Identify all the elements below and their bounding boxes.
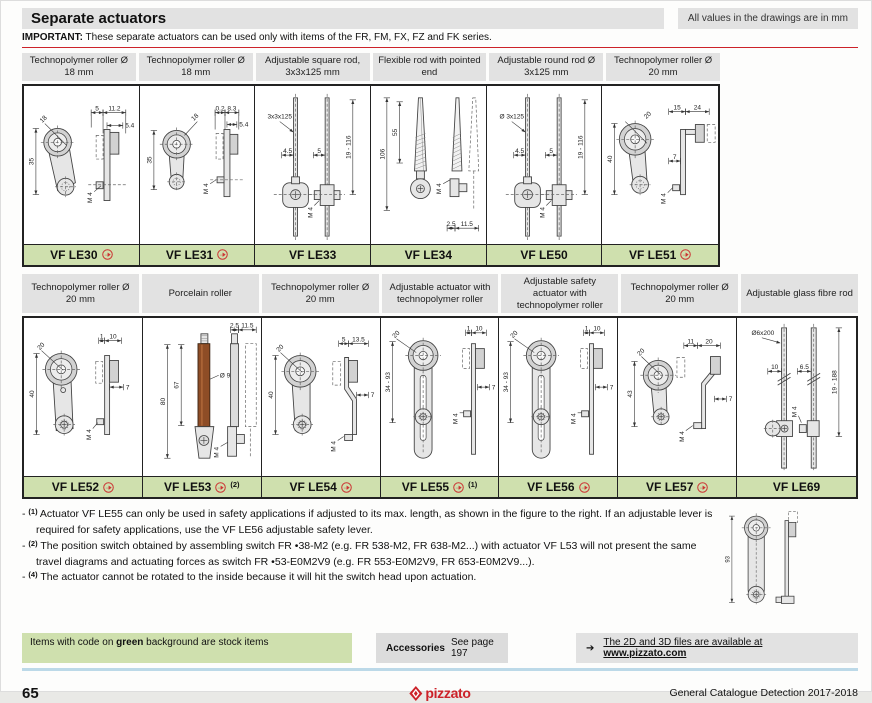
actuator-cell-vf-le69 [737, 318, 856, 497]
actuator-cell-vf-le31 [140, 86, 256, 265]
svg-text:4.5: 4.5 [283, 147, 293, 155]
units-note: All values in the drawings are in mm [678, 8, 858, 29]
product-code: VF LE51 [628, 247, 677, 262]
footnote-text: The actuator cannot be rotated to the inside because it will hit the switch head upon actuation. [37, 571, 477, 584]
svg-text:20: 20 [275, 343, 286, 354]
svg-text:7: 7 [370, 392, 375, 400]
cad-file-link-icon[interactable] [453, 482, 464, 493]
svg-text:1: 1 [99, 333, 104, 341]
technical-drawing [262, 318, 380, 476]
footnotes-section [22, 507, 858, 627]
footnote-ref: (1) [468, 479, 478, 489]
technical-drawing [24, 318, 142, 476]
svg-text:20: 20 [643, 110, 654, 121]
svg-text:10: 10 [771, 364, 779, 372]
svg-text:M 4: M 4 [307, 206, 315, 218]
svg-text:40: 40 [267, 391, 275, 400]
svg-text:M 4: M 4 [679, 431, 687, 443]
column-header-vf-le31: Technopolymer roller Ø 18 mm [139, 53, 253, 81]
column-header-vf-le56: Adjustable safety actuator with technopolymer roller [501, 274, 618, 314]
svg-text:7: 7 [125, 384, 130, 392]
product-code: VF LE31 [165, 247, 214, 262]
svg-text:10: 10 [593, 326, 601, 334]
le55-max-length-figure [722, 501, 830, 623]
svg-text:10: 10 [474, 326, 483, 334]
product-code-label [381, 476, 499, 497]
page-footer [22, 683, 858, 703]
product-code-label [737, 476, 856, 497]
svg-text:7: 7 [610, 384, 614, 392]
footnote-dash: - [22, 539, 29, 552]
svg-text:19 - 116: 19 - 116 [577, 135, 585, 159]
actuator-cell-vf-le52 [24, 318, 143, 497]
product-code-label [143, 476, 261, 497]
svg-text:8.3: 8.3 [227, 105, 237, 113]
cad-files-text: The 2D and 3D files are available at [603, 637, 763, 649]
technical-drawing [143, 318, 261, 476]
technical-drawing [602, 86, 718, 244]
bottom-info-row [22, 633, 858, 663]
page-title: Separate actuators [22, 8, 664, 29]
technical-drawing [618, 318, 736, 476]
actuator-cell-vf-le54 [262, 318, 381, 497]
product-code-label [24, 476, 142, 497]
stock-note-text: Items with code on [30, 637, 117, 649]
svg-text:M 4: M 4 [571, 413, 579, 425]
product-code-label [499, 476, 617, 497]
svg-text:11.5: 11.5 [460, 220, 473, 228]
svg-text:1: 1 [585, 326, 589, 334]
row2-column-headers [22, 274, 858, 314]
svg-text:43: 43 [627, 390, 635, 399]
column-header-vf-le51: Technopolymer roller Ø 20 mm [606, 53, 720, 81]
column-header-vf-le55: Adjustable actuator with technopolymer roller [382, 274, 499, 314]
svg-text:67: 67 [173, 381, 181, 390]
svg-text:M 4: M 4 [330, 441, 338, 453]
footnote-text: The position switch obtained by assembling switch FR •38-M2 (e.g. FR 538-M2, FR 638-M2...) with actuator VF L53 will not present the same travel diagrams and actuating forces as switch FR •53-E0M2V9 (e.g. FR 553-E0M2V9, FR 653-E0M2V9...). [36, 539, 697, 568]
svg-text:18: 18 [189, 112, 200, 123]
svg-text:15: 15 [673, 104, 682, 112]
svg-text:11.2: 11.2 [108, 105, 121, 113]
actuator-cell-vf-le56 [499, 318, 618, 497]
cad-files-note [576, 633, 858, 663]
pizzato-logo [409, 685, 470, 701]
svg-text:Ø6x200: Ø6x200 [751, 330, 775, 338]
cad-file-link-icon[interactable] [680, 249, 691, 260]
technical-drawing [487, 86, 602, 244]
svg-text:2.5: 2.5 [229, 323, 239, 331]
catalogue-edition: General Catalogue Detection 2017-2018 [669, 687, 858, 700]
svg-text:5: 5 [341, 336, 346, 344]
technical-drawing [499, 318, 617, 476]
svg-text:7: 7 [491, 384, 495, 392]
svg-text:M 4: M 4 [213, 447, 221, 459]
footnote [22, 570, 724, 586]
svg-text:10: 10 [109, 333, 117, 341]
svg-text:M 4: M 4 [85, 429, 93, 441]
actuator-cell-vf-le30 [24, 86, 140, 265]
svg-text:4.5: 4.5 [514, 147, 524, 155]
svg-text:6.5: 6.5 [799, 364, 809, 372]
product-code: VF LE54 [289, 480, 337, 495]
svg-text:11: 11 [687, 338, 695, 346]
svg-text:M 4: M 4 [202, 183, 210, 194]
actuator-cell-vf-le34 [371, 86, 487, 265]
svg-text:M 4: M 4 [661, 192, 669, 204]
footnote-marker: (4) [28, 570, 38, 580]
product-code: VF LE55 [401, 480, 450, 495]
stock-note-text2: background are stock items [143, 637, 269, 649]
footnotes [22, 507, 724, 586]
product-code-label [140, 244, 255, 265]
svg-text:19 - 116: 19 - 116 [345, 135, 353, 159]
svg-text:40: 40 [29, 390, 37, 399]
svg-text:M 4: M 4 [791, 406, 799, 418]
actuator-cell-vf-le57 [618, 318, 737, 497]
important-label: IMPORTANT: [22, 32, 83, 43]
svg-text:55: 55 [392, 128, 400, 136]
svg-text:35: 35 [28, 157, 36, 165]
page-number: 65 [22, 684, 39, 702]
footnote-dash: - [22, 571, 29, 584]
svg-text:20: 20 [705, 338, 713, 346]
svg-text:24: 24 [694, 104, 702, 112]
important-note [22, 32, 858, 48]
svg-text:13.5: 13.5 [351, 336, 365, 344]
svg-text:5.4: 5.4 [125, 122, 135, 130]
pizzato-url[interactable]: www.pizzato.com [603, 648, 687, 660]
cad-file-link-icon[interactable] [579, 482, 590, 493]
row2-actuator-table [22, 316, 858, 499]
actuator-cell-vf-le51 [602, 86, 718, 265]
footnote [22, 539, 724, 571]
svg-text:5: 5 [549, 147, 553, 155]
row1-column-headers [22, 53, 720, 81]
actuator-cell-vf-le50 [487, 86, 603, 265]
product-code-label [255, 244, 370, 265]
footer-divider [22, 668, 858, 671]
title-row [22, 8, 858, 29]
svg-text:20: 20 [509, 330, 520, 341]
svg-text:Ø 9: Ø 9 [219, 372, 231, 380]
technical-drawing [371, 86, 486, 244]
product-code: VF LE33 [288, 247, 337, 262]
technical-drawing [140, 86, 255, 244]
column-header-vf-le52: Technopolymer roller Ø 20 mm [22, 274, 139, 314]
product-code: VF LE53 [164, 480, 212, 495]
footnote-ref: (2) [230, 479, 240, 489]
column-header-vf-le54: Technopolymer roller Ø 20 mm [262, 274, 379, 314]
product-code-label [487, 244, 602, 265]
column-header-vf-le33: Adjustable square rod, 3x3x125 mm [256, 53, 370, 81]
svg-text:20: 20 [36, 341, 47, 352]
svg-text:34 - 93: 34 - 93 [503, 372, 511, 393]
product-code: VF LE57 [646, 480, 694, 495]
svg-text:5: 5 [317, 147, 322, 155]
svg-text:7: 7 [729, 396, 733, 404]
svg-text:1: 1 [466, 326, 470, 334]
svg-text:2.5: 2.5 [446, 220, 456, 228]
svg-text:18: 18 [38, 114, 49, 125]
product-code: VF LE56 [527, 480, 575, 495]
svg-text:0.2: 0.2 [215, 105, 225, 113]
product-code: VF LE50 [520, 247, 568, 262]
product-code-label [371, 244, 486, 265]
product-code-label [262, 476, 380, 497]
row1-actuator-table [22, 84, 720, 267]
footnote-dash: - [22, 508, 29, 521]
accessories-note [376, 633, 508, 663]
cad-file-link-icon[interactable] [697, 482, 708, 493]
footnote [22, 507, 724, 539]
svg-text:M 4: M 4 [436, 183, 444, 194]
product-code-label [602, 244, 718, 265]
logo-text: pizzato [425, 685, 471, 702]
svg-text:M 4: M 4 [538, 206, 546, 218]
svg-text:5: 5 [95, 105, 99, 113]
stock-items-note [22, 633, 352, 663]
page-content [22, 8, 858, 703]
product-code: VF LE52 [51, 480, 100, 495]
svg-text:34 - 93: 34 - 93 [384, 372, 392, 393]
footnote-text: Actuator VF LE55 can only be used in safety applications if adjusted to its max. length, as shown in the figure to the right. If an adjustable lever is required for safety applications, use the VF LE56 adjustable safety lever. [36, 508, 713, 537]
svg-text:40: 40 [607, 155, 615, 163]
svg-text:5.4: 5.4 [238, 121, 249, 129]
stock-note-bold: green [116, 637, 144, 649]
product-code: VF LE30 [50, 247, 98, 262]
arrow-right-icon: ➔ [586, 642, 595, 654]
technical-drawing [737, 318, 856, 476]
svg-text:M 4: M 4 [452, 413, 460, 425]
product-code-label [618, 476, 736, 497]
actuator-cell-vf-le53 [143, 318, 262, 497]
cad-file-link-icon[interactable] [103, 482, 114, 493]
svg-text:20: 20 [636, 347, 647, 358]
cad-files-link[interactable] [603, 637, 848, 659]
footnote-marker: (1) [28, 507, 38, 517]
svg-text:20: 20 [390, 330, 402, 341]
cad-file-link-icon[interactable] [341, 482, 352, 493]
cad-file-link-icon[interactable] [217, 249, 228, 260]
column-header-vf-le30: Technopolymer roller Ø 18 mm [22, 53, 136, 81]
product-code: VF LE69 [772, 480, 821, 495]
footnote-marker: (2) [28, 538, 38, 548]
actuator-cell-vf-le33 [255, 86, 371, 265]
svg-text:80: 80 [159, 398, 167, 406]
important-text: These separate actuators can be used only with items of the FR, FM, FX, FZ and FK series. [82, 32, 492, 43]
svg-text:Ø 3x125: Ø 3x125 [499, 113, 524, 121]
pizzato-diamond-icon [409, 686, 422, 701]
actuator-cell-vf-le55 [381, 318, 500, 497]
column-header-vf-le57: Technopolymer roller Ø 20 mm [621, 274, 738, 314]
svg-text:35: 35 [146, 156, 154, 164]
product-code-label [24, 244, 139, 265]
cad-file-link-icon[interactable] [102, 249, 113, 260]
technical-drawing [381, 318, 499, 476]
accessories-page-ref: See page 197 [450, 637, 494, 660]
technical-drawing [255, 86, 370, 244]
svg-text:M 4: M 4 [87, 191, 95, 203]
svg-text:93: 93 [725, 556, 732, 563]
column-header-vf-le34: Flexible rod with pointed end [373, 53, 487, 81]
svg-text:7: 7 [673, 153, 677, 161]
svg-text:3x3x125: 3x3x125 [267, 113, 293, 121]
accessories-label: Accessories [386, 642, 445, 654]
technical-drawing [24, 86, 139, 244]
svg-text:11.5: 11.5 [241, 323, 254, 331]
cad-file-link-icon[interactable] [215, 482, 226, 493]
product-code: VF LE34 [404, 247, 452, 262]
column-header-vf-le53: Porcelain roller [142, 274, 259, 314]
column-header-vf-le69: Adjustable glass fibre rod [741, 274, 858, 314]
svg-text:19 - 188: 19 - 188 [831, 370, 839, 395]
column-header-vf-le50: Adjustable round rod Ø 3x125 mm [489, 53, 603, 81]
svg-text:106: 106 [379, 148, 387, 160]
